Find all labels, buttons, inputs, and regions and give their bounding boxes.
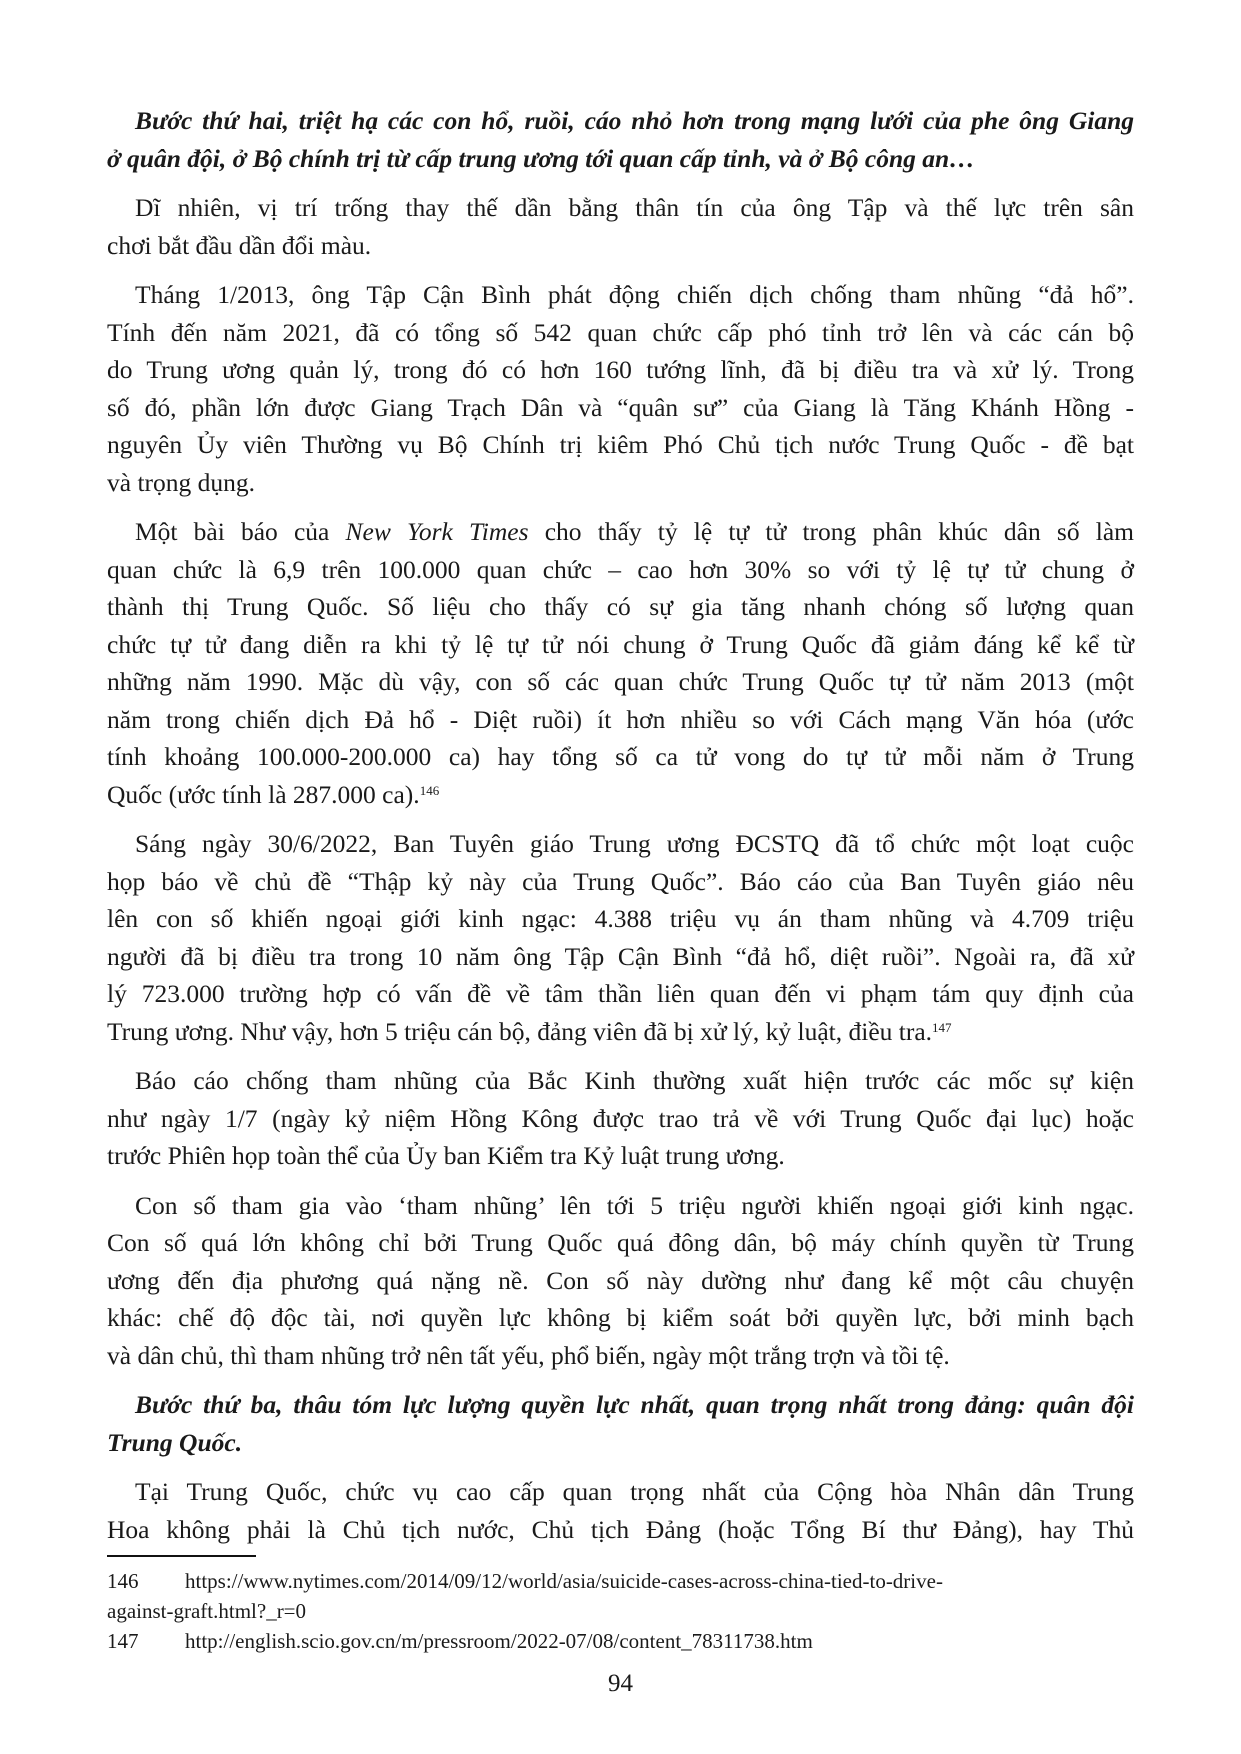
text-line bbox=[107, 825, 1134, 863]
text: Một bài báo của bbox=[135, 517, 346, 546]
text: Hoa không phải là Chủ tịch nước, Chủ tịch Đảng (hoặc Tổng Bí thư Đảng), hay Thủ bbox=[107, 1514, 1134, 1544]
text: thành thị Trung Quốc. Số liệu cho thấy có sự gia tăng nhanh chóng số lượng quan bbox=[107, 592, 1134, 621]
paragraph bbox=[107, 276, 1134, 501]
paragraph bbox=[107, 1187, 1134, 1375]
text: chơi bắt đầu dần đổi màu. bbox=[107, 230, 372, 260]
text-line bbox=[107, 938, 1134, 976]
text: Quốc (ước tính là 287.000 ca). bbox=[107, 779, 420, 809]
text: quan chức là 6,9 trên 100.000 quan chức – cao hơn 30% so với tỷ lệ tự tử chung ở bbox=[107, 554, 1134, 584]
text-line bbox=[107, 1299, 1134, 1337]
text-line bbox=[107, 626, 1134, 664]
text-line bbox=[107, 900, 1134, 938]
paragraph bbox=[107, 1473, 1134, 1548]
text-line bbox=[107, 140, 1134, 178]
text-line bbox=[107, 551, 1134, 589]
text: Sáng ngày 30/6/2022, Ban Tuyên giáo Trung ương ĐCSTQ đã tổ chức một loạt cuộc bbox=[135, 829, 1134, 858]
text: Con số tham gia vào ‘tham nhũng’ lên tới 5 triệu người khiến ngoại giới kinh ngạc. bbox=[135, 1190, 1134, 1220]
footnote-url: https://www.nytimes.com/2014/09/12/world/asia/suicide-cases-across-china-tied-to-drive- bbox=[185, 1569, 943, 1593]
text: nguyên Ủy viên Thường vụ Bộ Chính trị kiêm Phó Chủ tịch nước Trung Quốc - đề bạt bbox=[107, 430, 1134, 459]
text: Con số quá lớn không chỉ bởi Trung Quốc quá đông dân, bộ máy chính quyền từ Trung bbox=[107, 1228, 1134, 1257]
footnote-url: against-graft.html?_r=0 bbox=[107, 1599, 307, 1623]
text: lý 723.000 trường hợp có vấn đề về tâm thần liên quan đến vi phạm tám quy định của bbox=[107, 979, 1134, 1008]
text-line bbox=[107, 464, 1134, 502]
text-line bbox=[107, 1013, 1134, 1051]
footnotes bbox=[107, 1566, 1107, 1656]
text-line bbox=[107, 663, 1134, 701]
text-line bbox=[107, 1062, 1134, 1100]
text: Tại Trung Quốc, chức vụ cao cấp quan trọng nhất của Cộng hòa Nhân dân Trung bbox=[135, 1477, 1134, 1506]
footnote-number: 146 bbox=[107, 1569, 139, 1593]
text: năm trong chiến dịch Đả hổ - Diệt ruồi) ít hơn nhiều so với Cách mạng Văn hóa (ước bbox=[107, 704, 1134, 734]
text: chức tự tử đang diễn ra khi tỷ lệ tự tử nói chung ở Trung Quốc đã giảm đáng kể kể từ bbox=[107, 629, 1134, 659]
text-line bbox=[107, 1100, 1134, 1138]
text: họp báo về chủ đề “Thập kỷ này của Trung Quốc”. Báo cáo của Ban Tuyên giáo nêu bbox=[107, 866, 1134, 896]
footnote bbox=[107, 1566, 1107, 1626]
text-line bbox=[107, 776, 1134, 814]
text: và trọng dụng. bbox=[107, 467, 256, 497]
text-line bbox=[107, 1424, 1134, 1462]
section-heading bbox=[107, 1386, 1134, 1461]
text-line bbox=[107, 189, 1134, 227]
text: những năm 1990. Mặc dù vậy, con số các quan chức Trung Quốc tự tử năm 2013 (một bbox=[107, 667, 1134, 696]
footnote-url: http://english.scio.gov.cn/m/pressroom/2022-07/08/content_78311738.htm bbox=[185, 1629, 813, 1653]
text-line bbox=[107, 513, 1134, 551]
italic-text: New York Times bbox=[345, 517, 529, 546]
body-text bbox=[107, 102, 1134, 1560]
paragraph bbox=[107, 189, 1134, 264]
text-line bbox=[107, 102, 1134, 140]
section-heading bbox=[107, 102, 1134, 177]
text: ương đến địa phương quá nặng nề. Con số này dường như đang kể một câu chuyện bbox=[107, 1265, 1134, 1295]
text-line bbox=[107, 863, 1134, 901]
text: Bước thứ ba, thâu tóm lực lượng quyền lực nhất, quan trọng nhất trong đảng: quân đội bbox=[135, 1390, 1134, 1419]
text: Dĩ nhiên, vị trí trống thay thế dần bằng thân tín của ông Tập và thế lực trên sân bbox=[135, 193, 1134, 222]
text: trước Phiên họp toàn thể của Ủy ban Kiểm tra Kỷ luật trung ương. bbox=[107, 1141, 785, 1170]
paragraph bbox=[107, 513, 1134, 813]
text-line bbox=[107, 276, 1134, 314]
text: ở quân đội, ở Bộ chính trị từ cấp trung ương tới quan cấp tỉnh, và ở Bộ công an… bbox=[107, 143, 975, 173]
text-line bbox=[107, 975, 1134, 1013]
text-line bbox=[107, 701, 1134, 739]
footnote-ref: 147 bbox=[932, 1019, 952, 1035]
text: Báo cáo chống tham nhũng của Bắc Kinh thường xuất hiện trước các mốc sự kiện bbox=[135, 1066, 1134, 1095]
text: Trung Quốc. bbox=[107, 1427, 243, 1457]
text: và dân chủ, thì tham nhũng trở nên tất yếu, phổ biến, ngày một trắng trợn và tồi tệ. bbox=[107, 1340, 950, 1370]
footnote bbox=[107, 1626, 1107, 1656]
page-number: 94 bbox=[608, 1670, 633, 1697]
footnote-ref: 146 bbox=[419, 782, 440, 798]
text-line bbox=[107, 389, 1134, 427]
text-line bbox=[107, 1337, 1134, 1375]
text: lên con số khiến ngoại giới kinh ngạc: 4.388 triệu vụ án tham nhũng và 4.709 triệu bbox=[107, 904, 1134, 933]
text-line bbox=[107, 1473, 1134, 1511]
text-line bbox=[107, 351, 1134, 389]
footnote-number: 147 bbox=[107, 1629, 139, 1653]
text: như ngày 1/7 (ngày kỷ niệm Hồng Kông được trao trả về với Trung Quốc đại lục) hoặc bbox=[107, 1103, 1134, 1133]
footnote-separator bbox=[107, 1555, 256, 1557]
text: Tháng 1/2013, ông Tập Cận Bình phát động chiến dịch chống tham nhũng “đả hổ”. bbox=[135, 280, 1134, 309]
text: khác: chế độ độc tài, nơi quyền lực không bị kiểm soát bởi quyền lực, bởi minh bạch bbox=[107, 1303, 1134, 1332]
paragraph bbox=[107, 825, 1134, 1050]
text-line bbox=[107, 738, 1134, 776]
text-line bbox=[107, 1386, 1134, 1424]
text-line bbox=[107, 1262, 1134, 1300]
text-line bbox=[107, 1224, 1134, 1262]
text-line bbox=[107, 1137, 1134, 1175]
text-line bbox=[107, 1511, 1134, 1549]
text-line bbox=[107, 227, 1134, 265]
text-line bbox=[107, 426, 1134, 464]
text-line bbox=[107, 314, 1134, 352]
text: Trung ương. Như vậy, hơn 5 triệu cán bộ, đảng viên đã bị xử lý, kỷ luật, điều tra. bbox=[107, 1016, 933, 1046]
text: cho thấy tỷ lệ tự tử trong phân khúc dân số làm bbox=[528, 517, 1134, 546]
text-line bbox=[107, 1187, 1134, 1225]
text: Bước thứ hai, triệt hạ các con hổ, ruồi, cáo nhỏ hơn trong mạng lưới của phe ông Giang bbox=[135, 106, 1134, 135]
text: do Trung ương quản lý, trong đó có hơn 160 tướng lĩnh, đã bị điều tra và xử lý. Trong bbox=[107, 355, 1134, 384]
text: số đó, phần lớn được Giang Trạch Dân và “quân sư” của Giang là Tăng Khánh Hồng - bbox=[107, 392, 1134, 422]
text: tính khoảng 100.000-200.000 ca) hay tổng số ca tử vong do tự tử mỗi năm ở Trung bbox=[107, 742, 1134, 771]
text: người đã bị điều tra trong 10 năm ông Tập Cận Bình “đả hổ, diệt ruồi”. Ngoài ra, đã xử bbox=[107, 941, 1134, 971]
paragraph bbox=[107, 1062, 1134, 1175]
text: Tính đến năm 2021, đã có tổng số 542 quan chức cấp phó tỉnh trở lên và các cán bộ bbox=[107, 317, 1134, 347]
text-line bbox=[107, 588, 1134, 626]
